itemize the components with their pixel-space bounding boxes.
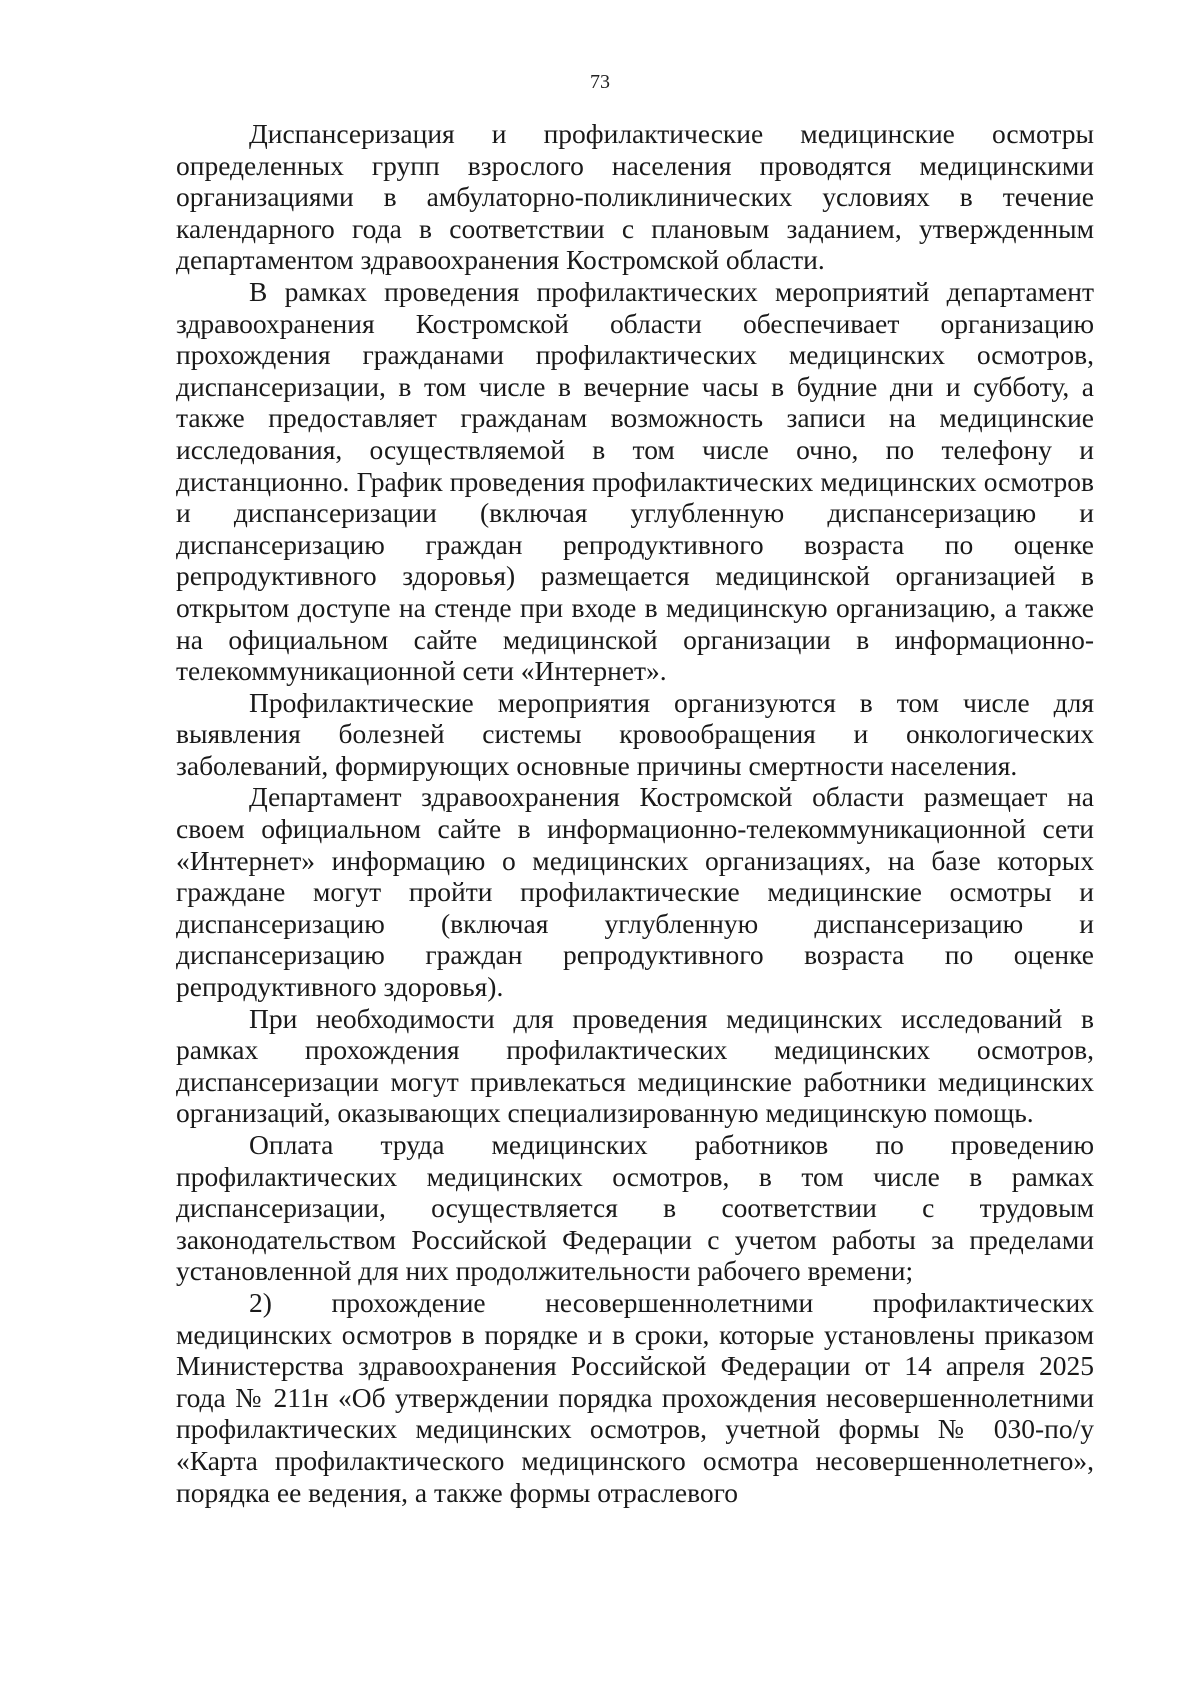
- paragraph-preventive-measures-organization: В рамках проведения профилактических мероприятий департамент здравоохранения Костромской области обеспечивает организацию прохождения гражданами профилактических медицинских осмотров, диспансеризации, в том числе в вечерние часы в будние дни и субботу, а также предоставляет гражданам возможность записи на медицинские исследования, осуществляемой в том числе очно, по телефону и дистанционно. График проведения профилактических медицинских осмотров и диспансеризации (включая углубленную диспансеризацию и диспансеризацию граждан репродуктивного возраста по оценке репродуктивного здоровья) размещается медицинской организацией в открытом доступе на стенде при входе в медицинскую организацию, а также на официальном сайте медицинской организации в информационно-телекоммуникационной сети «Интернет».: [176, 275, 1094, 687]
- paragraph-involving-specialists: При необходимости для проведения медицинских исследований в рамках прохождения профилактических медицинских осмотров, диспансеризации могут привлекаться медицинские работники медицинских организаций, оказывающих специализированную медицинскую помощь.: [176, 1002, 1094, 1129]
- page-number: 73: [590, 71, 610, 93]
- paragraph-minors-checkups: 2) прохождение несовершеннолетними профилактических медицинских осмотров в порядке и в сроки, которые установлены приказом Министерства здравоохранения Российской Федерации от 14 апреля 2025 года № 211н «Об утверждении порядка прохождения несовершеннолетними профилактических медицинских осмотров, учетной формы № 030-по/у «Карта профилактического медицинского осмотра несовершеннолетнего», порядка ее ведения, а также формы отраслевого: [176, 1286, 1094, 1508]
- paragraph-department-website-info: Департамент здравоохранения Костромской области размещает на своем официальном сайте в информационно-телекоммуникационной сети «Интернет» информацию о медицинских организациях, на базе которых граждане могут пройти профилактические медицинские осмотры и диспансеризацию (включая углубленную диспансеризацию и диспансеризацию граждан репродуктивного возраста по оценке репродуктивного здоровья).: [176, 781, 1094, 1003]
- paragraph-dispanserization-schedule: Диспансеризация и профилактические медицинские осмотры определенных групп взрослого населения проводятся медицинскими организациями в амбулаторно-поликлинических условиях в течение календарного года в соответствии с плановым заданием, утвержденным департаментом здравоохранения Костромской области.: [176, 118, 1094, 276]
- document-body: [176, 118, 1094, 1508]
- paragraph-disease-detection: Профилактические мероприятия организуются в том числе для выявления болезней системы кровообращения и онкологических заболеваний, формирующих основные причины смертности населения.: [176, 686, 1094, 781]
- paragraph-payment-for-work: Оплата труда медицинских работников по проведению профилактических медицинских осмотров, в том числе в рамках диспансеризации, осуществляется в соответствии с трудовым законодательством Российской Федерации с учетом работы за пределами установленной для них продолжительности рабочего времени;: [176, 1129, 1094, 1287]
